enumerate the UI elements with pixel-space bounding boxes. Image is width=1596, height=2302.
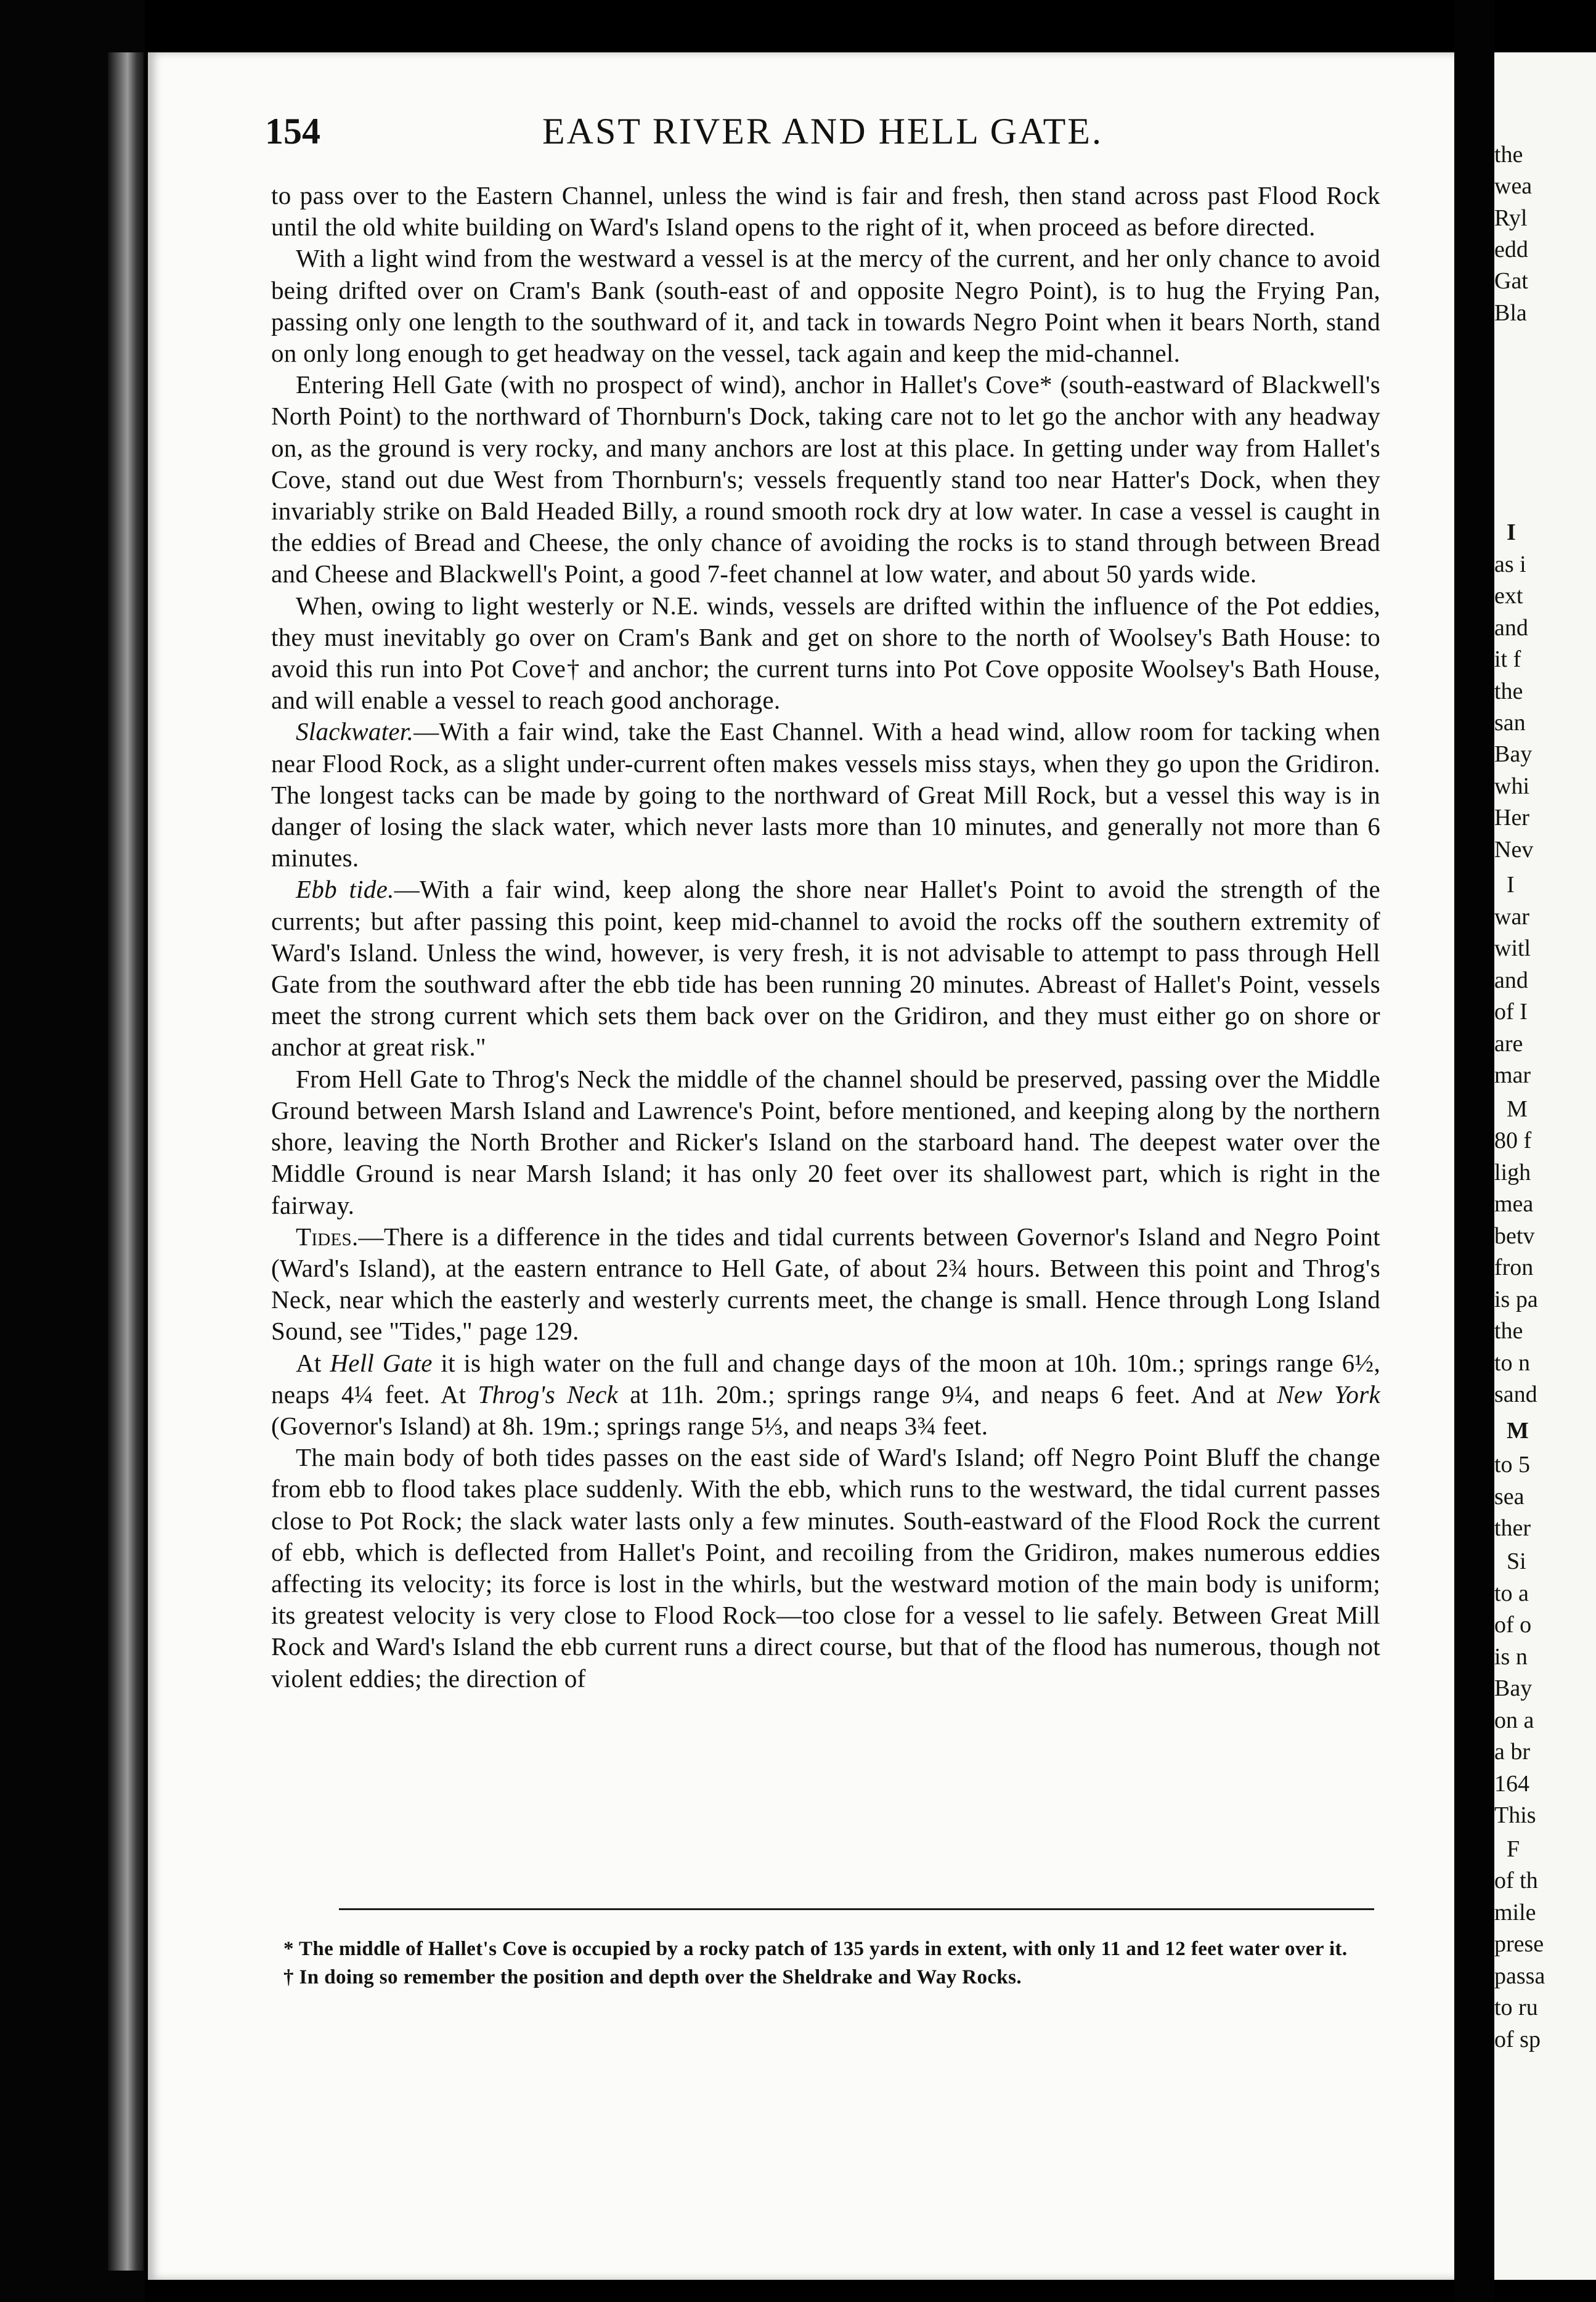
tides-text: —There is a difference in the tides and tidal currents between Governor's Island and Negro Point (Ward's Island), at the eastern entrance to Hell Gate, of about 2¾ hours. Between this point and Throg's Neck, near which the easterly and westerly currents meet, the change is small. Hence through Long Island Sound, see "Tides," page 129. — [271, 1222, 1380, 1346]
adjacent-page-fragment: ext — [1494, 583, 1523, 609]
high-water-text-b: it is high water on the full and change days of the moon at 10h. 10m.; springs range 6½, neaps 4¼ feet. At — [271, 1348, 1380, 1409]
adjacent-page-fragment: mar — [1494, 1062, 1531, 1088]
adjacent-page-fragment: the — [1494, 142, 1523, 168]
adjacent-page-fragment: the — [1494, 678, 1523, 704]
running-head — [265, 110, 1386, 153]
adjacent-page-fragment: the — [1494, 1318, 1523, 1344]
running-title: EAST RIVER AND HELL GATE. — [542, 111, 1103, 152]
ebb-tide-text: —With a fair wind, keep along the shore near Hallet's Point to avoid the strength of the currents; but after passing this point, keep mid-channel to avoid the rocks off the southern extremity of Ward's Island. Unless the wind, however, is very fresh, it is not advisable to attempt to pass through Hell Gate from the southward after the ebb tide has been running 20 minutes. Abreast of Hallet's Point, vessels meet the strong current which sets them back over on the Gridiron, and they must either go on shore or anchor at great risk." — [271, 875, 1380, 1062]
adjacent-page-fragment: This — [1494, 1802, 1536, 1828]
adjacent-page-fragment: are — [1494, 1031, 1523, 1057]
adjacent-page-fragment: whi — [1494, 773, 1529, 799]
adjacent-page-fragment: betv — [1494, 1223, 1535, 1249]
adjacent-page-fragment: to n — [1494, 1350, 1531, 1376]
paragraph-3: Entering Hell Gate (with no prospect of wind), anchor in Hallet's Cove* (south-eastward of Blackwell's North Point) to the northward of Thornburn's Dock, taking care not to let go the anchor with any headway on, as the ground is very rocky, and many anchors are lost at this place. In getting under way from Hallet's Cove, stand out due West from Thornburn's; vessels frequently stand too near Hatter's Dock, when they invariably strike on Bald Headed Billy, a round smooth rock dry at low water. In case a vessel is caught in the eddies of Bread and Cheese, the only chance of avoiding the rocks is to stand through between Bread and Cheese and Blackwell's Point, a good 7-feet channel at low water, and about 50 yards wide. — [271, 370, 1380, 588]
adjacent-page-fragment: mea — [1494, 1191, 1534, 1217]
adjacent-page-fragment: of o — [1494, 1612, 1532, 1638]
footnote-rule — [339, 1908, 1374, 1910]
adjacent-page-fragment: Bay — [1494, 741, 1533, 767]
adjacent-page-fragment: witl — [1494, 935, 1531, 961]
tides-heading: Tides. — [296, 1222, 359, 1251]
paragraph-2: With a light wind from the westward a vessel is at the mercy of the current, and her only chance to avoid being drifted over on Cram's Bank (south-east of and opposite Negro Point), is to hug the Frying Pan, passing only one length to the southward of it, and tack in towards Negro Point when it bears North, stand on only long enough to get headway on the vessel, tack again and keep the mid-channel. — [271, 244, 1380, 368]
adjacent-page-fragment: is pa — [1494, 1287, 1538, 1312]
adjacent-page — [1494, 52, 1596, 2280]
adjacent-page-fragment: Bay — [1494, 1675, 1533, 1701]
adjacent-page-fragment: mile — [1494, 1900, 1536, 1926]
paragraph-high-water — [271, 1348, 1380, 1442]
book-spine-shadow — [108, 52, 144, 2271]
adjacent-page-fragment: sand — [1494, 1381, 1537, 1407]
paragraph-10: The main body of both tides passes on the east side of Ward's Island; off Negro Point Bluff the change from ebb to flood takes place suddenly. With the ebb, which runs to the westward, the tidal current passes close to Pot Rock; the slack water lasts only a few minutes. South-eastward of the Flood Rock the current of ebb, which is deflected from Hallet's Point, and recoiling from the Gridiron, makes numerous eddies affecting its velocity; its force is lost in the whirls, but the westward motion of the main body is uniform; its greatest velocity is very close to Flood Rock—too close for a vessel to lie safely. Between Great Mill Rock and Ward's Island the ebb current runs a direct course, but that of the flood has numerous, though not violent eddies; the direction of — [271, 1443, 1380, 1693]
adjacent-page-fragment: Bla — [1494, 300, 1527, 326]
adjacent-page-fragment: I — [1507, 519, 1516, 545]
adjacent-page-fragment: 164 — [1494, 1771, 1529, 1797]
adjacent-page-fragment: war — [1494, 904, 1529, 930]
ebb-tide-heading: Ebb tide. — [296, 875, 394, 904]
adjacent-page-fragment: Gat — [1494, 268, 1528, 294]
slackwater-heading: Slackwater. — [296, 717, 414, 746]
paragraph-7: From Hell Gate to Throg's Neck the middle of the channel should be preserved, passing over the Middle Ground between Marsh Island and Lawrence's Point, before mentioned, and keeping along by the northern shore, leaving the North Brother and Ricker's Island on the starboard hand. The deepest water over the Middle Ground is near Marsh Island; it has only 20 feet over its shallowest part, which is right in the fairway. — [271, 1064, 1380, 1219]
adjacent-page-fragment: prese — [1494, 1931, 1544, 1957]
adjacent-page-fragment: is n — [1494, 1644, 1528, 1670]
adjacent-page-fragment: to 5 — [1494, 1452, 1531, 1478]
adjacent-page-fragment: on a — [1494, 1707, 1534, 1733]
hell-gate-ref: Hell Gate — [330, 1348, 433, 1377]
adjacent-page-fragment: sea — [1494, 1484, 1525, 1510]
adjacent-page-fragment: passa — [1494, 1963, 1545, 1989]
adjacent-page-fragment: of th — [1494, 1868, 1538, 1893]
adjacent-page-fragment: Si — [1507, 1548, 1526, 1574]
footnotes — [253, 1936, 1374, 1990]
scan-edge-left — [0, 0, 145, 2302]
paragraph-1: to pass over to the Eastern Channel, unless the wind is fair and fresh, then stand across past Flood Rock until the old white building on Ward's Island opens to the right of it, when proceed as before directed. — [271, 181, 1380, 242]
adjacent-page-fragment: I — [1507, 872, 1515, 898]
adjacent-page-fragment: 80 f — [1494, 1128, 1532, 1153]
page-number: 154 — [265, 111, 320, 152]
footnote-2: † In doing so remember the position and depth over the Sheldrake and Way Rocks. — [283, 1966, 1022, 1988]
adjacent-page-fragment: and — [1494, 615, 1528, 641]
footnote-1: * The middle of Hallet's Cove is occupied by a rocky patch of 135 yards in extent, with only 11 and 12 feet water over it. — [283, 1938, 1348, 1960]
adjacent-page-fragment: and — [1494, 967, 1528, 993]
adjacent-page-fragment: Ryl — [1494, 205, 1528, 231]
throgs-neck-ref: Throg's Neck — [478, 1380, 619, 1409]
adjacent-page-fragment: F — [1507, 1836, 1520, 1862]
paragraph-tides — [271, 1221, 1380, 1348]
high-water-text-c: at 11h. 20m.; springs range 9¼, and neaps 6 feet. And at — [618, 1380, 1277, 1409]
adjacent-page-fragment: of I — [1494, 999, 1528, 1025]
adjacent-page-fragment: ligh — [1494, 1160, 1531, 1186]
body-text — [271, 180, 1380, 1694]
high-water-text-a: At — [296, 1348, 330, 1377]
slackwater-text: —With a fair wind, take the East Channel. With a head wind, allow room for tacking when near Flood Rock, as a slight under-current often makes vessels miss stays, when they go upon the Gridiron. The longest tacks can be made by going to the northward of Great Mill Rock, but a vessel this way is in danger of losing the slack water, which never lasts more than 10 minutes, and generally not more than 6 minutes. — [271, 717, 1380, 872]
adjacent-page-fragment: as i — [1494, 551, 1526, 577]
page-gutter — [1454, 0, 1494, 2302]
adjacent-page-fragment: M — [1507, 1096, 1528, 1122]
adjacent-page-fragment: san — [1494, 710, 1526, 736]
paragraph-ebb-tide — [271, 874, 1380, 1063]
adjacent-page-fragment: to a — [1494, 1580, 1529, 1606]
adjacent-page-fragment: Nev — [1494, 837, 1534, 863]
adjacent-page-fragment: ther — [1494, 1515, 1531, 1541]
adjacent-page-fragment: wea — [1494, 173, 1533, 199]
adjacent-page-fragment: to ru — [1494, 1995, 1538, 2020]
adjacent-page-fragment: it f — [1494, 646, 1521, 672]
adjacent-page-fragment: a br — [1494, 1739, 1531, 1765]
high-water-text-d: (Governor's Island) at 8h. 19m.; springs range 5⅓, and neaps 3¾ feet. — [271, 1411, 988, 1440]
adjacent-page-fragment: of sp — [1494, 2027, 1541, 2052]
adjacent-page-fragment: M — [1507, 1418, 1529, 1444]
new-york-ref: New York — [1277, 1380, 1380, 1409]
paragraph-slackwater — [271, 716, 1380, 874]
adjacent-page-fragment: Her — [1494, 805, 1529, 831]
paragraph-4: When, owing to light westerly or N.E. winds, vessels are drifted within the influence of the Pot eddies, they must inevitably go over on Cram's Bank and get on shore to the north of Woolsey's Bath House: to avoid this run into Pot Cove† and anchor; the current turns into Pot Cove opposite Woolsey's Bath House, and will enable a vessel to reach good anchorage. — [271, 591, 1380, 715]
adjacent-page-fragment: edd — [1494, 237, 1528, 262]
adjacent-page-fragment: fron — [1494, 1255, 1534, 1280]
